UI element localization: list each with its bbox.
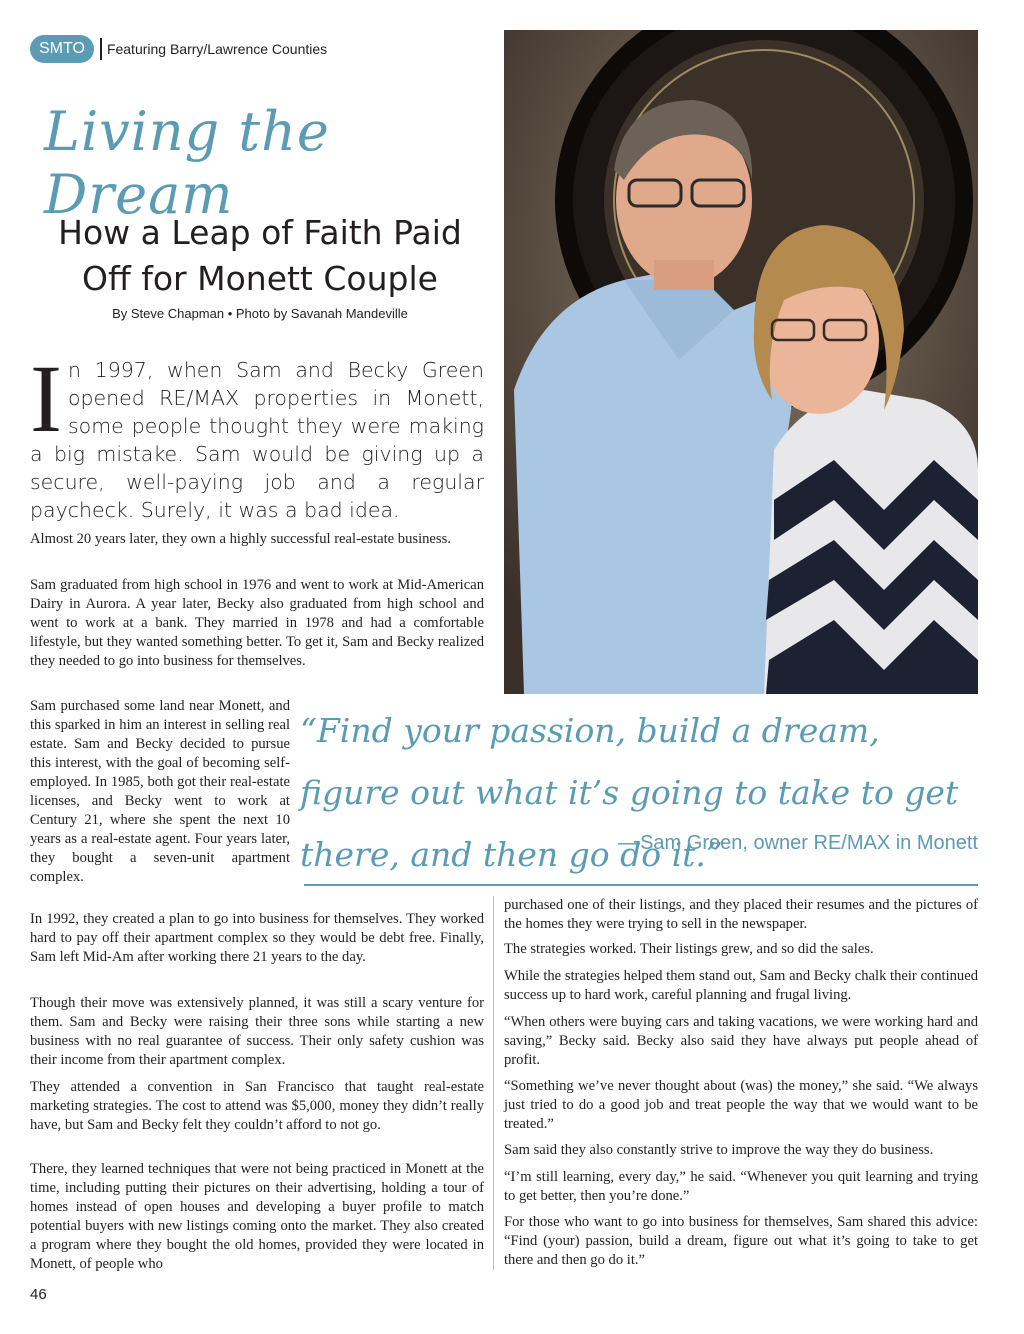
body-paragraph: For those who want to go into business for themselves, Sam shared this advice: “Find (your) passion, build a dream, figure out what it’s going to take to get there and then go do it.” bbox=[504, 1214, 978, 1268]
byline: By Steve Chapman • Photo by Savanah Mandeville bbox=[112, 306, 408, 321]
body-paragraph: There, they learned techniques that were not being practiced in Monett at the time, including putting their pictures on their advertising, holding a tour of homes instead of open houses and developing a buyer profile to match potential buyers with new listings coming onto the market. They also created a program where they bought the old homes, provided they were located in Monett, of people who bbox=[30, 1161, 484, 1272]
body-paragraph: Though their move was extensively planned, it was still a scary venture for them. Sam and Becky were raising their three sons while starting a new business with no real guarantee of success. Their only safety cushion was their income from their apartment complex. bbox=[30, 995, 484, 1068]
page-number: 46 bbox=[30, 1286, 47, 1303]
body-paragraph: “I’m still learning, every day,” he said. “Whenever you quit learning and trying to get better, then you’re done.” bbox=[504, 1169, 978, 1204]
body-paragraph: “When others were buying cars and taking vacations, we were working hard and saving,” Becky said. Becky also said they have always put people ahead of profit. bbox=[504, 1014, 978, 1068]
publication-badge: SMTO bbox=[30, 35, 94, 63]
drop-cap: I bbox=[30, 345, 62, 452]
lead-text: n 1997, when Sam and Becky Green opened RE/MAX properties in Monett, some people thought they were making a big mistake. Sam would be giving up a secure, well-paying job and a regular paycheck. Surely, it was a bad idea. bbox=[30, 358, 484, 522]
section-label: Featuring Barry/Lawrence Counties bbox=[106, 41, 328, 57]
body-paragraph: Sam said they also constantly strive to improve the way they do business. bbox=[504, 1142, 934, 1158]
article-subtitle: How a Leap of Faith Paid Off for Monett Couple bbox=[58, 213, 462, 298]
body-paragraph: The strategies worked. Their listings grew, and so did the sales. bbox=[504, 941, 874, 957]
body-paragraph: They attended a convention in San Francisco that taught real-estate marketing strategies. The cost to attend was $5,000, money they didn’t really have, but Sam and Becky felt they couldn’t afford to not go. bbox=[30, 1079, 484, 1133]
photo-illustration bbox=[504, 30, 978, 694]
column-divider bbox=[493, 896, 494, 1270]
script-title: Living the Dream bbox=[44, 100, 330, 226]
body-paragraph: “Something we’ve never thought about (was) the money,” she said. “We always just tried to do a good job and treat people the way that we would want to be treated.” bbox=[504, 1078, 978, 1132]
body-paragraph: Sam purchased some land near Monett, and this sparked in him an interest in selling real estate. Sam and Becky decided to pursue this interest, with the goal of becoming self-employed. In 1985, both got their real-estate licenses, and Becky went to work at Century 21, where she spent the next 10 years as a real-estate agent. Four years later, they bought a seven-unit apartment complex. bbox=[30, 698, 290, 885]
body-paragraph: While the strategies helped them stand out, Sam and Becky chalk their continued success up to hard work, careful planning and frugal living. bbox=[504, 968, 978, 1003]
quote-attribution: ––Sam Green, owner RE/MAX in Monett bbox=[617, 832, 978, 854]
section-header bbox=[30, 34, 327, 64]
lead-paragraph bbox=[30, 345, 484, 524]
body-paragraph: Almost 20 years later, they own a highly successful real-estate business. bbox=[30, 531, 451, 547]
pull-quote: “Find your passion, build a dream, figure out what it’s going to take to get there, and then go do it.” bbox=[300, 711, 959, 874]
body-paragraph: Sam graduated from high school in 1976 and went to work at Mid-American Dairy in Aurora. A year later, Becky also graduated from high school and went to work at a bank. They married in 1978 and had a comfortable lifestyle, but they wanted something better. To get it, Sam and Becky realized they needed to go into business for themselves. bbox=[30, 577, 484, 669]
couple-photo bbox=[504, 30, 978, 694]
body-paragraph: In 1992, they created a plan to go into business for themselves. They worked hard to pay off their apartment complex so they would be debt free. Finally, Sam left Mid-Am after working there 21 years to the day. bbox=[30, 911, 484, 965]
quote-rule bbox=[304, 884, 978, 886]
header-divider bbox=[100, 38, 102, 60]
body-paragraph: purchased one of their listings, and they placed their resumes and the pictures of the homes they were trying to sell in the newspaper. bbox=[504, 897, 978, 932]
